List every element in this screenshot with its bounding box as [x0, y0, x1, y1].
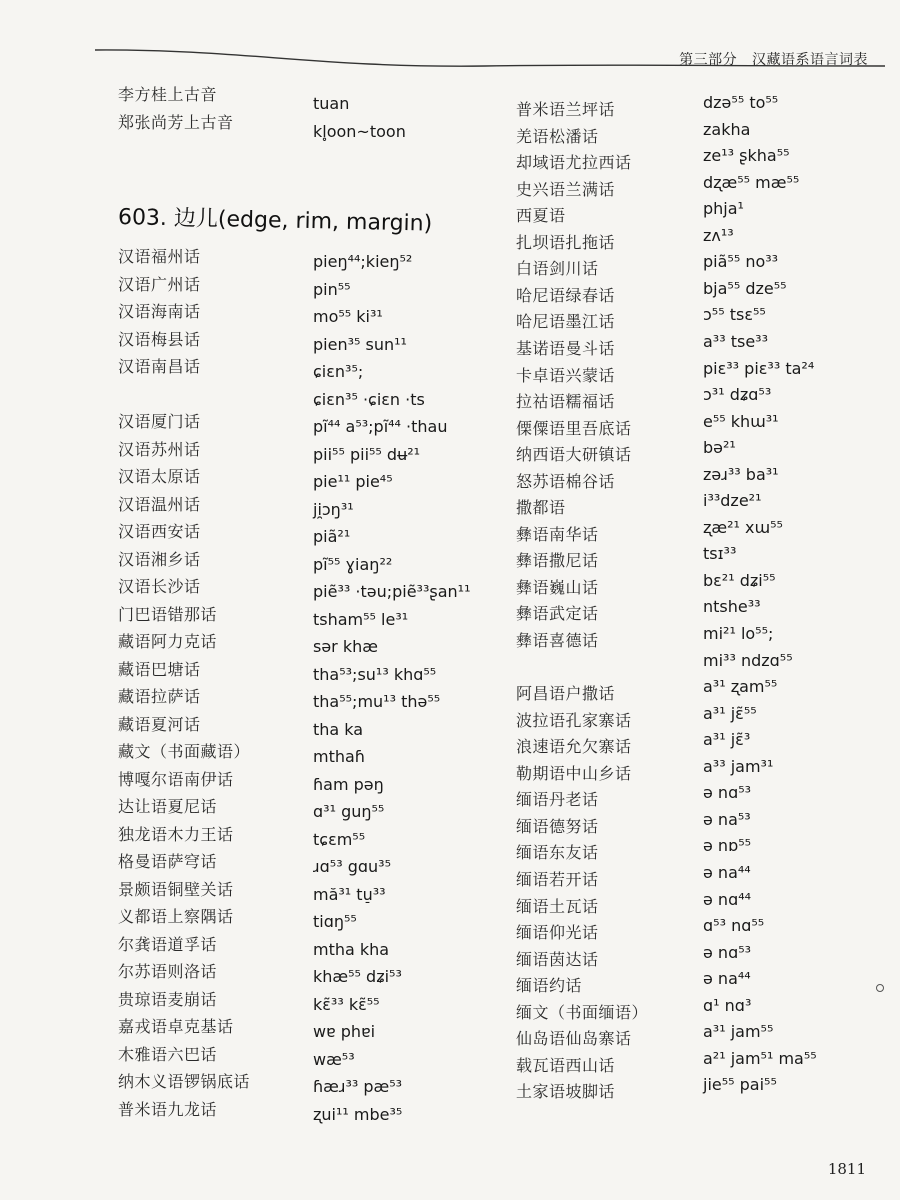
language-name: 郑张尚芳上古音 [118, 113, 234, 132]
word-form: pie¹¹ pie⁴⁵ [313, 472, 393, 491]
word-form: ji̯ɔŋ³¹ [313, 499, 354, 519]
language-name: 彝语武定话 [516, 604, 599, 624]
language-name: 尔苏语则洛话 [118, 962, 218, 981]
language-name: 缅语土瓦话 [516, 896, 599, 916]
word-form: pĩ⁴⁴ a⁵³;pĩ⁴⁴ ·thau [313, 417, 448, 436]
language-name: 藏语夏河话 [118, 714, 201, 734]
language-name: 缅语茵达话 [516, 949, 599, 969]
word-form: tha ka [313, 719, 364, 739]
word-form: zəɹ³³ ba³¹ [703, 464, 779, 484]
language-name: 汉语太原话 [118, 467, 201, 486]
language-name: 达让语夏尼话 [118, 797, 218, 816]
word-form: ʐui¹¹ mbe³⁵ [313, 1104, 403, 1124]
word-form: ə nɑ⁵³ [703, 942, 752, 962]
language-name: 普米语兰坪话 [516, 100, 616, 119]
language-name: 木雅语六巴话 [118, 1044, 218, 1064]
word-form: ɑ¹ nɑ³ [703, 995, 752, 1015]
language-name: 却域语尤拉西话 [516, 153, 632, 173]
word-form: piã²¹ [313, 527, 351, 546]
language-name: 藏语拉萨话 [118, 687, 201, 706]
word-form: tɕɛm⁵⁵ [313, 829, 366, 849]
language-name: 载瓦语西山话 [516, 1055, 616, 1075]
language-name: 汉语西安话 [118, 522, 201, 541]
word-form: a³³ tse³³ [703, 331, 768, 351]
page-number: 1811 [827, 1160, 866, 1178]
language-name: 缅语约话 [516, 976, 583, 996]
word-form: ʐæ²¹ xɯ⁵⁵ [703, 517, 783, 537]
language-name: 卡卓语兴蒙话 [516, 365, 616, 385]
word-form: ə na⁵³ [703, 809, 751, 829]
word-form: tha⁵⁵;mu¹³ thə⁵⁵ [313, 692, 441, 711]
word-form: khæ⁵⁵ dʑi⁵³ [313, 967, 402, 986]
word-form: zakha [703, 119, 751, 139]
word-form: bja⁵⁵ dze⁵⁵ [703, 278, 787, 298]
language-name: 扎坝语扎拖话 [516, 232, 616, 252]
word-form: a³¹ jɛ̃⁵⁵ [703, 703, 757, 723]
word-form: pien³⁵ sun¹¹ [313, 334, 407, 354]
language-name: 博嘎尔语南伊话 [118, 769, 234, 789]
section-title: 603. 边儿(edge, rim, margin) [117, 205, 433, 237]
word-form: jie⁵⁵ pai⁵⁵ [703, 1075, 777, 1095]
language-name: 羌语松潘话 [516, 126, 599, 146]
language-name: 史兴语兰满话 [516, 179, 616, 199]
header-part: 第三部分 [679, 52, 738, 68]
word-form: zʌ¹³ [703, 225, 734, 245]
word-form: a³³ jam³¹ [703, 756, 774, 776]
language-name: 浪速语允欠寨话 [516, 737, 632, 757]
language-name: 尔龚语道孚话 [118, 934, 218, 954]
language-name: 缅文（书面缅语） [516, 1002, 649, 1022]
word-form: mthaɦ [313, 747, 365, 766]
word-form: tha⁵³;su¹³ khɑ⁵⁵ [313, 664, 437, 684]
language-name: 白语剑川话 [516, 259, 599, 279]
word-form: sər khæ [313, 637, 378, 656]
word-form: piẽ³³ ·təu;piẽ³³ʂan¹¹ [313, 582, 471, 601]
word-form: a³¹ ʐam⁵⁵ [703, 677, 778, 697]
language-name: 义都语上察隅话 [118, 907, 234, 926]
word-form: piɛ³³ piɛ³³ ta²⁴ [703, 358, 815, 378]
word-form: ɕiɛn³⁵ ·ɕiɛn ·ts [313, 389, 425, 409]
language-name: 汉语南昌话 [118, 357, 201, 376]
word-form: wæ⁵³ [313, 1049, 355, 1069]
language-name: 仙岛语仙岛寨话 [516, 1029, 632, 1049]
language-name: 藏语巴塘话 [118, 659, 201, 679]
word-form: tsham⁵⁵ le³¹ [313, 609, 409, 629]
language-name: 基诺语曼斗话 [516, 338, 616, 358]
language-name: 傈僳语里吾底话 [516, 418, 632, 438]
language-name: 纳西语大研镇话 [516, 445, 632, 465]
word-form: pieŋ⁴⁴;kieŋ⁵² [313, 252, 413, 271]
language-name: 门巴语错那话 [118, 604, 218, 624]
language-name: 李方桂上古音 [118, 85, 218, 104]
language-name: 嘉戎语卓克基话 [118, 1017, 234, 1036]
header-section: 汉藏语系语言词表 [752, 52, 868, 68]
word-form: pin⁵⁵ [313, 279, 351, 299]
language-name: 普米语九龙话 [118, 1099, 218, 1119]
language-name: 彝语巍山话 [516, 577, 599, 597]
word-form: ɦæɹ³³ pæ⁵³ [313, 1077, 403, 1096]
language-name: 土家语坡脚话 [516, 1082, 616, 1102]
word-form: i³³dze²¹ [703, 491, 762, 511]
word-form: ɹɑ⁵³ gɑu³⁵ [313, 857, 391, 876]
word-form: kɛ̃³³ kɛ̃⁵⁵ [313, 994, 380, 1014]
language-name: 哈尼语绿春话 [516, 285, 616, 305]
word-form: ɔ³¹ dʑɑ⁵³ [703, 385, 772, 405]
word-form: ntshe³³ [703, 597, 761, 617]
language-name: 西夏语 [516, 206, 566, 226]
language-name: 缅语丹老话 [516, 790, 599, 810]
word-form: ɑ⁵³ nɑ⁵⁵ [703, 916, 765, 936]
word-form: mă³¹ tu̠³³ [313, 884, 386, 904]
word-form: ə nɑ⁵³ [703, 783, 752, 803]
language-name: 彝语撒尼话 [516, 551, 599, 571]
language-name: 独龙语木力王话 [118, 824, 234, 844]
language-name: 彝语南华话 [516, 524, 599, 544]
language-name: 纳木义语锣锅底话 [118, 1072, 251, 1091]
word-form: ə nɑ⁴⁴ [703, 889, 752, 909]
language-name: 撒都语 [516, 498, 566, 518]
language-name: 波拉语孔家寨话 [516, 710, 632, 730]
language-name: 汉语梅县话 [118, 329, 201, 349]
language-name: 缅语若开话 [516, 869, 599, 889]
word-form: mo⁵⁵ ki³¹ [313, 307, 383, 326]
word-form: ə na⁴⁴ [703, 862, 751, 882]
language-name: 缅语德努话 [516, 816, 599, 836]
language-name: 勒期语中山乡话 [516, 763, 632, 783]
word-form: bə²¹ [703, 438, 736, 458]
word-form: bɛ²¹ dʑi⁵⁵ [703, 570, 776, 590]
language-name: 汉语温州话 [118, 494, 201, 514]
language-name: 汉语湘乡话 [118, 549, 201, 569]
word-form: tsɪ³³ [703, 544, 737, 564]
word-form: piã⁵⁵ no³³ [703, 252, 779, 272]
page-speck [876, 984, 884, 992]
language-name: 阿昌语户撒话 [516, 684, 616, 704]
language-name: 汉语福州话 [118, 247, 201, 266]
language-name: 藏文（书面藏语） [118, 742, 251, 761]
word-form: phja¹ [703, 199, 744, 219]
language-name: 缅语东友话 [516, 843, 599, 863]
language-name: 哈尼语墨江话 [516, 312, 616, 332]
language-name: 汉语厦门话 [118, 412, 201, 431]
word-form: kl̥oon~toon [313, 122, 406, 141]
language-name: 汉语海南话 [118, 302, 201, 321]
word-form: ə nɒ⁵⁵ [703, 836, 752, 856]
word-form: ɑ³¹ guŋ⁵⁵ [313, 802, 385, 821]
word-form: a³¹ jɛ̃³ [703, 730, 751, 750]
language-name: 拉祜语糯福话 [516, 392, 616, 412]
language-name: 彝语喜德话 [516, 631, 599, 650]
word-form: a³¹ jam⁵⁵ [703, 1022, 774, 1042]
word-form: mtha kha [313, 939, 390, 959]
language-name: 汉语长沙话 [118, 577, 201, 596]
word-form: wɐ phɐi [313, 1022, 376, 1041]
word-form: a²¹ jam⁵¹ ma⁵⁵ [703, 1048, 817, 1068]
language-name: 缅语仰光话 [516, 923, 599, 943]
word-form: e⁵⁵ khɯ³¹ [703, 411, 779, 431]
word-form: pĩ⁵⁵ ɣiaŋ²² [313, 554, 393, 574]
language-name: 藏语阿力克话 [118, 632, 218, 651]
language-name: 景颇语铜壁关话 [118, 879, 234, 899]
running-header [679, 49, 868, 69]
language-name: 汉语苏州话 [118, 439, 201, 459]
language-name: 怒苏语棉谷话 [516, 471, 616, 491]
word-form: dʐæ⁵⁵ mæ⁵⁵ [703, 172, 800, 192]
language-name: 贵琼语麦崩话 [118, 989, 218, 1009]
word-form: ɕiɛn³⁵; [313, 362, 364, 381]
language-name: 汉语广州话 [118, 274, 201, 294]
word-form: tuan [313, 94, 350, 113]
word-form: dzə⁵⁵ to⁵⁵ [703, 93, 779, 112]
word-form: mi²¹ lo⁵⁵; [703, 624, 774, 643]
word-form: ə na⁴⁴ [703, 969, 751, 989]
word-form: mi³³ ndzɑ⁵⁵ [703, 650, 793, 670]
language-name: 格曼语萨穹话 [118, 852, 218, 871]
word-form: ɔ⁵⁵ tsɛ⁵⁵ [703, 305, 766, 325]
word-form: ɦam pəŋ [313, 774, 384, 794]
word-form: tiɑŋ⁵⁵ [313, 912, 357, 931]
word-form: ze¹³ ʂkha⁵⁵ [703, 146, 790, 166]
word-form: pii⁵⁵ pii⁵⁵ dʉ²¹ [313, 444, 421, 464]
